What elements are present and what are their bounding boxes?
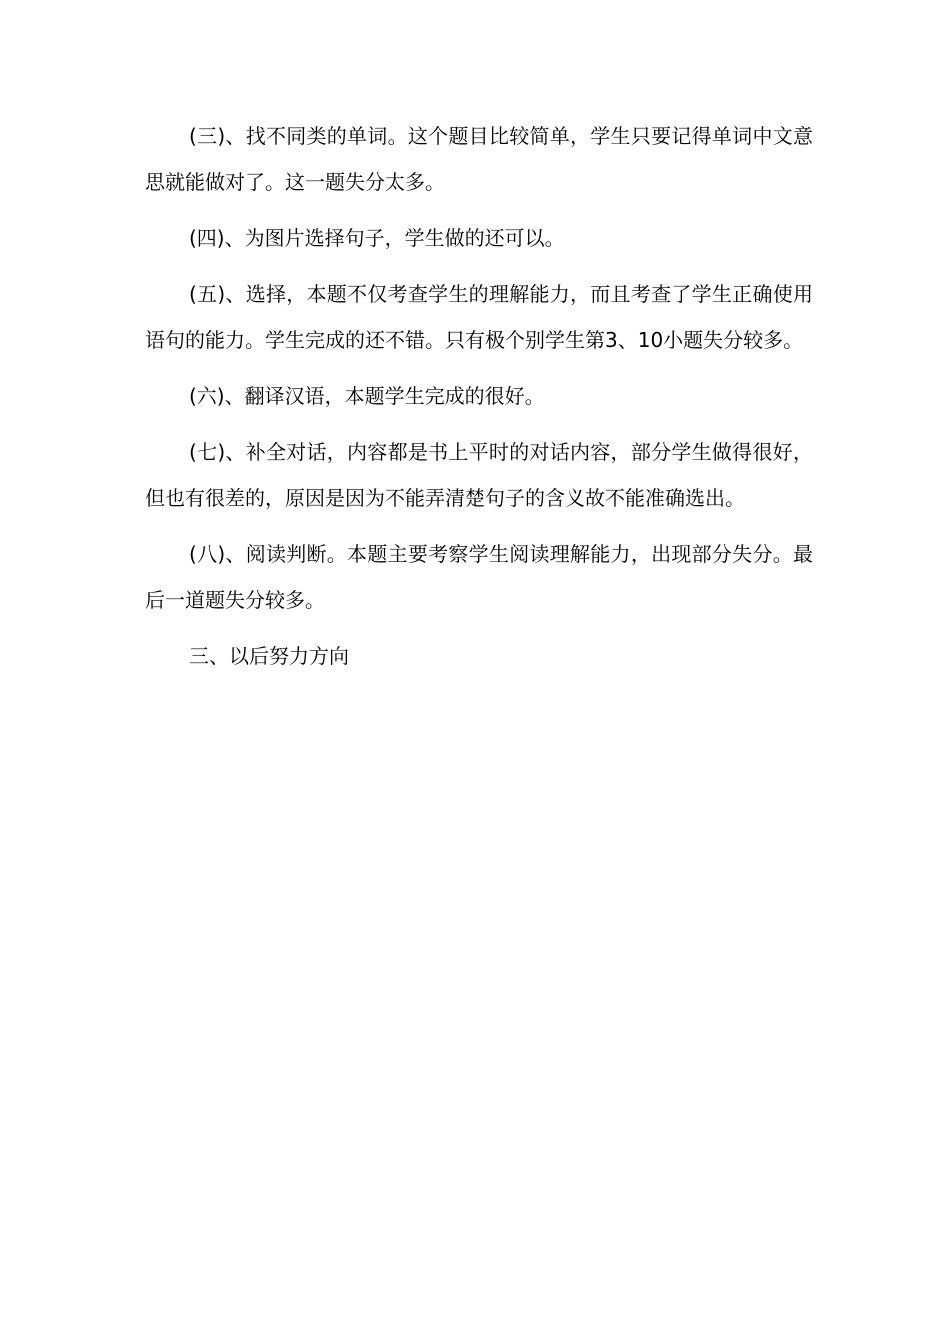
paragraph-section-4: (四)、为图片选择句子，学生做的还可以。 [189, 226, 565, 250]
section-heading-future-direction: 三、以后努力方向 [189, 644, 349, 668]
paragraph-section-8: (八)、阅读判断。本题主要考察学生阅读理解能力，出现部分失分。最后一道题失分较多。 [145, 542, 813, 612]
document-body [145, 113, 813, 689]
paragraph-section-3: (三)、找不同类的单词。这个题目比较简单，学生只要记得单词中文意思就能做对了。这一题失分太多。 [145, 124, 813, 194]
paragraph-section-7: (七)、补全对话，内容都是书上平时的对话内容，部分学生做得很好，但也有很差的，原因是因为不能弄清楚句子的含义故不能准确选出。 [145, 440, 813, 510]
paragraph-section-6: (六)、翻译汉语，本题学生完成的很好。 [189, 384, 545, 408]
paragraph-section-5: (五)、选择，本题不仅考查学生的理解能力，而且考查了学生正确使用语句的能力。学生完成的还不错。只有极个别学生第3、10小题失分较多。 [145, 282, 813, 352]
